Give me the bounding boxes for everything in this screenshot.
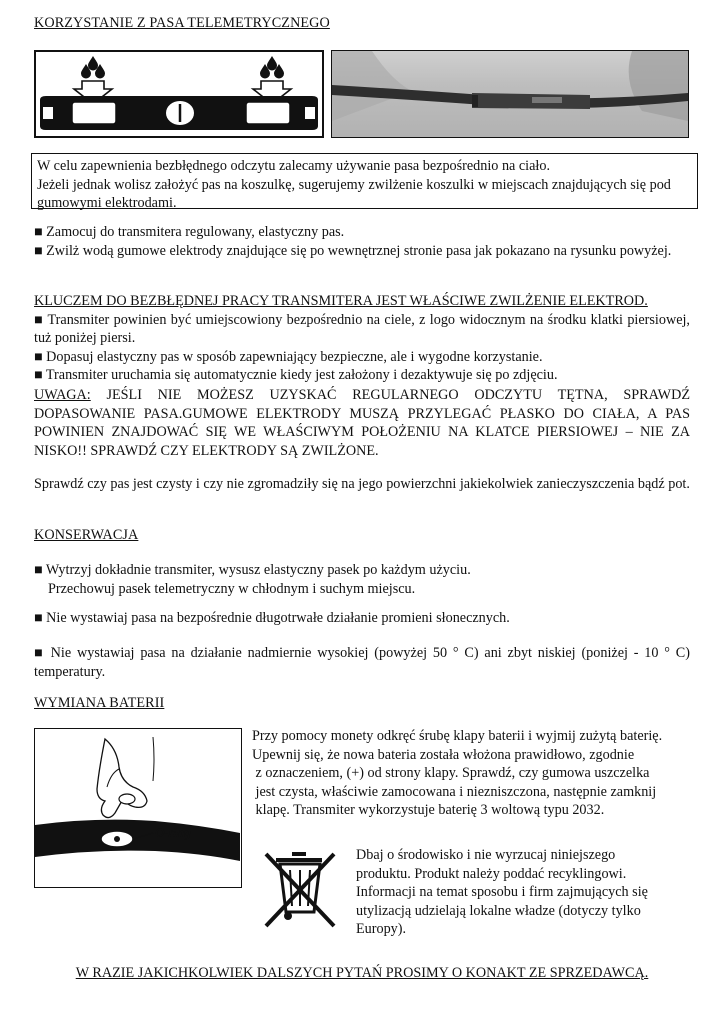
- recycle-line: utylizacją udzielają lokalne władze (dotyczy tylko: [356, 902, 641, 919]
- bullet-icon: ■: [34, 242, 43, 259]
- list-item: [34, 561, 690, 580]
- list-item-text: Dopasuj elastyczny pas w sposób zapewniający bezpieczne, ale i wygodne korzystanie.: [46, 348, 543, 365]
- list-item: [34, 311, 690, 348]
- bullet-icon: ■: [34, 311, 44, 328]
- page-title: KORZYSTANIE Z PASA TELEMETRYCZNEGO: [34, 15, 330, 31]
- list-item-continuation: Przechowuj pasek telemetryczny w chłodnym i suchym miejscu.: [48, 580, 416, 597]
- list-item-text: Nie wystawiaj pasa na działanie nadmiernie wysokiej (powyżej 50 ° C) ani zbyt niskiej (poniżej - 10 ° C) temperatury.: [34, 645, 690, 680]
- strap-diagram-drawing: [36, 52, 322, 136]
- water-drop-icon: [260, 56, 284, 79]
- battery-line: z oznaczeniem, (+) od strony klapy. Sprawdź, czy gumowa uszczelka: [252, 765, 650, 782]
- warning-paragraph: [34, 386, 690, 460]
- recycle-line: produktu. Produkt należy poddać recyklingowi.: [356, 865, 627, 882]
- maintenance-item: [34, 561, 690, 598]
- battery-line: klapę. Transmiter wykorzystuje baterię 3 woltową typu 2032.: [252, 802, 605, 819]
- water-drop-icon: [81, 56, 105, 79]
- bullet-icon: ■: [34, 645, 45, 661]
- recycle-line: Europy).: [356, 921, 407, 938]
- list-item: [34, 366, 690, 385]
- recycle-line: Informacji na temat sposobu i firm zajmujących się: [356, 884, 648, 901]
- oring-label: O-ring: [155, 826, 191, 840]
- battery-text: [252, 727, 697, 820]
- footer-contact: W RAZIE JAKICHKOLWIEK DALSZYCH PYTAŃ PROSIMY O KONAKT ZE SPRZEDAWCĄ.: [75, 965, 649, 981]
- list-item: [34, 223, 690, 242]
- battery-line: Przy pomocy monety odkręć śrubę klapy baterii i wyjmij zużytą baterię.: [252, 728, 663, 744]
- list-item-text: Zamocuj do transmitera regulowany, elastyczny pas.: [46, 224, 345, 240]
- key-section: [34, 292, 690, 385]
- battery-illustration: [34, 728, 242, 888]
- weee-crossed-bin-icon: [262, 850, 342, 934]
- list-item: [34, 348, 690, 367]
- key-heading: KLUCZEM DO BEZBŁĘDNEJ PRACY TRANSMITERA JEST WŁAŚCIWE ZWILŻENIE ELEKTROD.: [34, 293, 648, 309]
- recycle-text: [356, 846, 696, 939]
- bullet-icon: ■: [34, 562, 43, 578]
- warning-text: JEŚLI NIE MOŻESZ UZYSKAĆ REGULARNEGO ODCZYTU TĘTNA, SPRAWDŹ DOPASOWANIE PASA.GUMOWE ELEKTRODY MUSZĄ PRZYLEGAĆ PŁASKO DO CIAŁA, A PAS POWINIEN ZNAJDOWAĆ SIĘ WE WŁAŚCIWYM POŁOŻENIU NA KLATCE PIERSIOWEJ – NIE ZA NISKO!! SPRAWDŹ CZY ELEKTRODY SĄ ZWILŻONE.: [34, 387, 690, 459]
- note-line: Jeżeli jednak wolisz założyć pas na koszulkę, sugerujemy zwilżenie koszulki w miejscach znajdujących się pod gumowymi elektrodami.: [37, 176, 671, 212]
- check-paragraph: Sprawdź czy pas jest czysty i czy nie zgromadziły się na jego powierzchni jakiekolwiek zanieczyszczenia bądź pot.: [34, 476, 690, 492]
- battery-line: Upewnij się, że nowa bateria została włożona prawidłowo, zgodnie: [252, 746, 635, 763]
- warning-label: UWAGA:: [34, 387, 91, 403]
- maintenance-item: [34, 644, 690, 681]
- bullet-icon: ■: [34, 367, 43, 384]
- list-item-text: Transmiter uruchamia się automatycznie kiedy jest założony i dezaktywuje się po zdjęciu.: [45, 367, 558, 384]
- list-item-text: Transmiter powinien być umiejscowiony bezpośrednio na ciele, z logo widocznym na środku klatki piersiowej, tuż poniżej piersi.: [34, 311, 690, 347]
- strap-diagram: [34, 50, 324, 138]
- note-box: [31, 153, 698, 212]
- bullet-icon: ■: [34, 348, 43, 365]
- bullet-icon: ■: [34, 610, 43, 626]
- recycle-line: Dbaj o środowisko i nie wyrzucaj niniejszego: [356, 847, 616, 863]
- maintenance-item: [34, 609, 690, 628]
- list-item: [34, 242, 690, 261]
- battery-heading: WYMIANA BATERII: [34, 695, 165, 711]
- bullet-icon: ■: [34, 224, 43, 240]
- chest-strap-photo: [331, 50, 689, 138]
- list-item-text: Nie wystawiaj pasa na bezpośrednie długotrwałe działanie promieni słonecznych.: [46, 610, 510, 626]
- battery-illustration-drawing: [35, 729, 240, 886]
- chest-strap-photo-drawing: [332, 51, 688, 137]
- maintenance-heading: KONSERWACJA: [34, 527, 139, 543]
- list-item-text: Wytrzyj dokładnie transmiter, wysusz elastyczny pasek po każdym użyciu.: [45, 562, 471, 578]
- list-item-text: Zwilż wodą gumowe elektrody znajdujące się po wewnętrznej stronie pasa jak pokazano na rysunku powyżej.: [46, 242, 672, 259]
- setup-bullets: [34, 223, 690, 260]
- battery-line: jest czysta, właściwie zamocowana i niezniszczona, następnie zamknij: [252, 783, 657, 800]
- note-line: W celu zapewnienia bezbłędnego odczytu zalecamy używanie pasa bezpośrednio na ciało.: [37, 158, 551, 174]
